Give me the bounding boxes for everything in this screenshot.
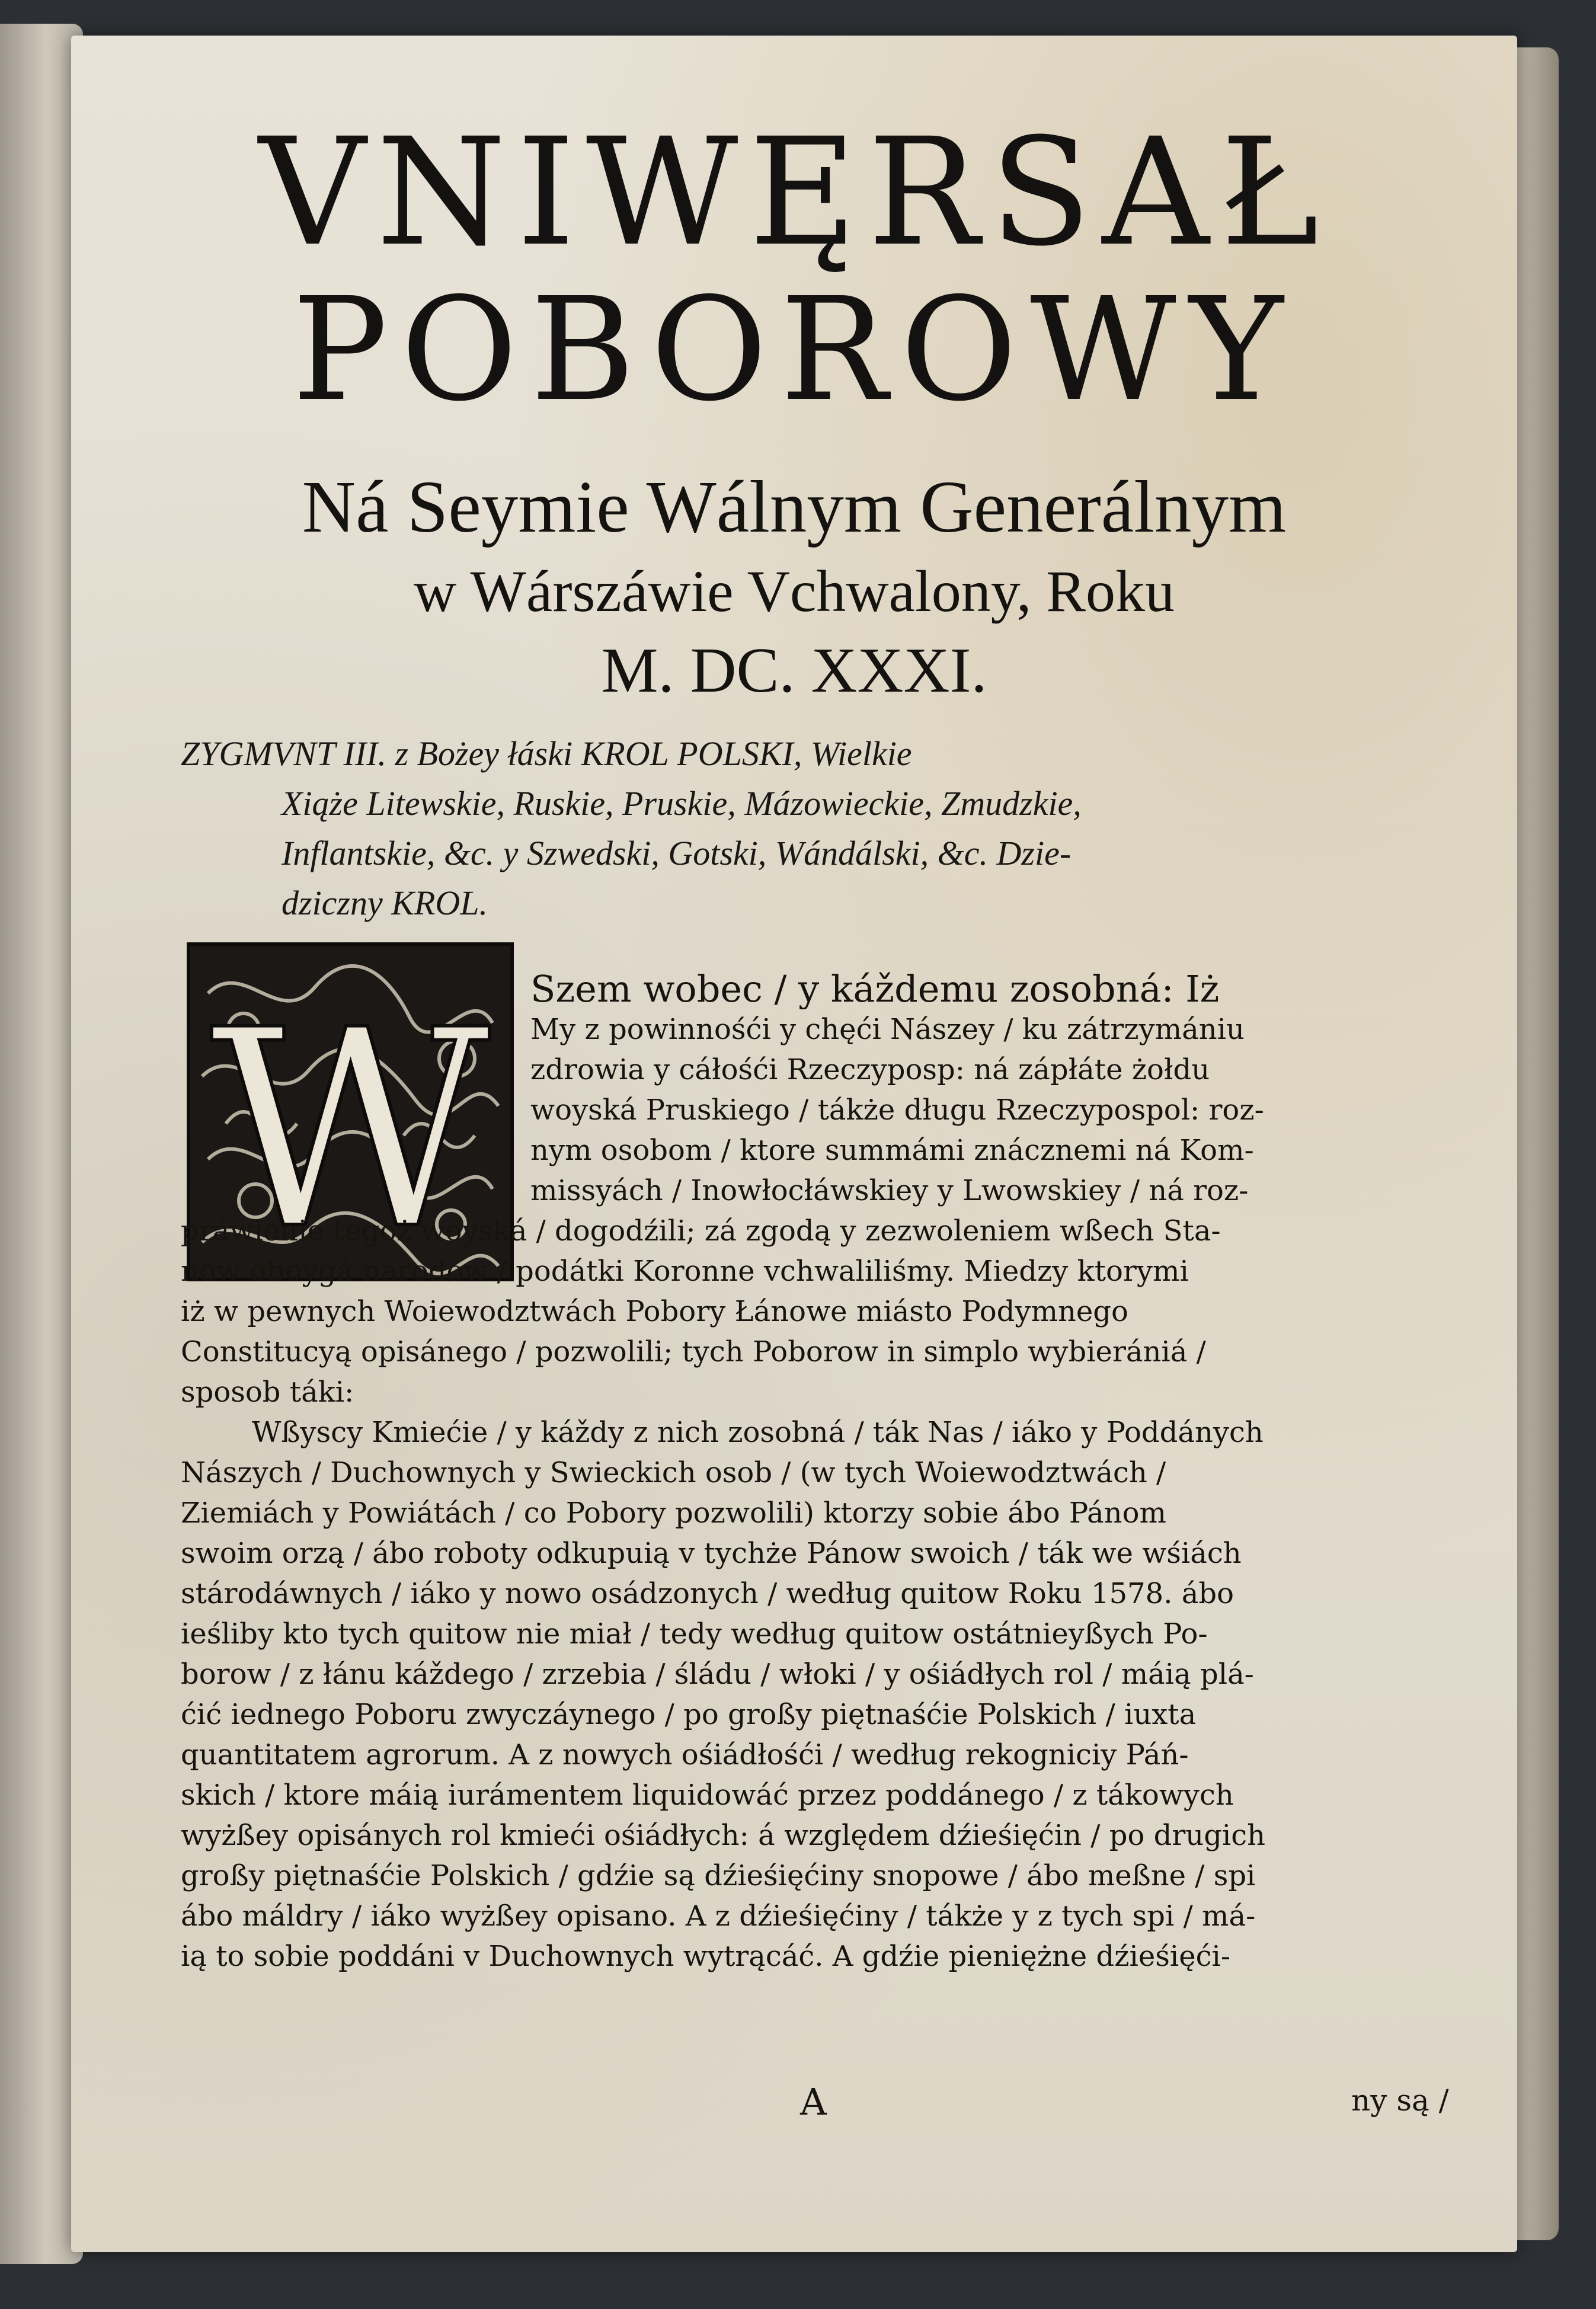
body-line: Szem wobec / y káždemu zosobná: Iż [530, 969, 1220, 1009]
body-line: nym osobom / ktore summámi znácznemi ná Kom- [530, 1134, 1254, 1167]
body-line: ieśliby kto tych quitow nie miał / tedy według quitow ostátnieyßych Po- [181, 1617, 1208, 1651]
body-line: My z powinnośći y chęći Nászey / ku zátrzymániu [530, 1013, 1245, 1046]
body-line: stárodáwnych / iáko y nowo osádzonych / według quitow Roku 1578. ábo [181, 1577, 1234, 1610]
body-line: großy piętnaśćie Polskich / gdźie są dźieśięćiny snopowe / ábo meßne / spi [181, 1859, 1256, 1892]
title-line-1: VNIWĘRSAŁ [258, 106, 1330, 279]
body-line: Ziemiách y Powiátách / co Pobory pozwolili) ktorzy sobie ábo Pánom [181, 1496, 1166, 1530]
body-line: now oboygá narodow / podátki Koronne vchwaliliśmy. Miedzy ktorymi [181, 1255, 1189, 1288]
body-line: Constitucyą opisánego / pozwolili; tych Poborow in simplo wybierániá / [181, 1335, 1206, 1368]
intro-line: Xiąże Litewskie, Ruskie, Pruskie, Mázowieckie, Zmudzkie, [282, 784, 1082, 823]
body-line: skich / ktore máią iurámentem liquidowáć przez poddánego / z tákowych [181, 1779, 1234, 1812]
intro-line: dziczny KROL. [282, 884, 488, 923]
body-line: borow / z łánu káždego / zrzebia / śládu / włoki / y ośiádłych rol / máią plá- [181, 1658, 1254, 1691]
initial-letter: W [210, 972, 491, 1278]
body-line: quantitatem agrorum. A z nowych ośiádłośći / według rekogniciy Páń- [181, 1738, 1189, 1771]
body-line: Nászych / Duchownych y Swieckich osob / (w tych Woiewodztwách / [181, 1456, 1166, 1489]
body-line: Wßyscy Kmiećie / y káždy z nich zosobná / ták Nas / iáko y Poddánych [252, 1416, 1264, 1449]
royal-intitulatio [181, 729, 1408, 928]
facing-page-edge [0, 24, 83, 2264]
body-line: missyách / Inowłocłáwskiey y Lwowskiey / ná roz- [530, 1174, 1249, 1207]
body-line: práwienie tegoż woyská / dogodźili; zá zgodą y zezwoleniem wßech Sta- [181, 1214, 1221, 1248]
body-line: ią to sobie poddáni v Duchownych wytrącáć. A gdźie pieniężne dźieśięći- [181, 1940, 1231, 1973]
body-line: zdrowia y cáłośći Rzeczyposp: ná zápłáte żołdu [530, 1053, 1210, 1086]
body-line: sposob táki: [181, 1376, 354, 1409]
body-line: ábo máldry / iáko wyżßey opisano. A z dźieśięćiny / tákże y z tych spi / má- [181, 1899, 1256, 1933]
intro-line: Inflantskie, &c. y Szwedski, Gotski, Wándálski, &c. Dzie- [282, 834, 1072, 873]
body-line: woyská Pruskiego / tákże długu Rzeczypospol: roz- [530, 1093, 1264, 1127]
intro-line: ZYGMVNT III. z Bożey łáski KROL POLSKI, Wielkie [181, 734, 912, 773]
date-line: M. DC. XXXI. [601, 635, 987, 706]
decree-body [181, 969, 1455, 1977]
body-line: iż w pewnych Woiewodztwách Pobory Łánowe miásto Podymnego [181, 1295, 1128, 1328]
title-page [71, 36, 1517, 2252]
subtitle-line-2: w Wárszáwie Vchwalony, Roku [414, 558, 1175, 624]
catchword: ny są / [1351, 2083, 1449, 2118]
subtitle-line-1: Ná Seymie Wálnym Generálnym [302, 466, 1287, 548]
body-line: wyżßey opisánych rol kmieći ośiádłych: á względem dźieśięćin / po drugich [181, 1819, 1266, 1852]
body-line: swoim orzą / ábo roboty odkupuią v tychże Pánow swoich / ták we wśiách [181, 1537, 1242, 1570]
title-line-2: POBOROWY [292, 267, 1297, 433]
body-line: ćić iednego Poboru zwyczáynego / po großy piętnaśćie Polskich / iuxta [181, 1698, 1197, 1731]
signature-mark: A [800, 2080, 827, 2123]
